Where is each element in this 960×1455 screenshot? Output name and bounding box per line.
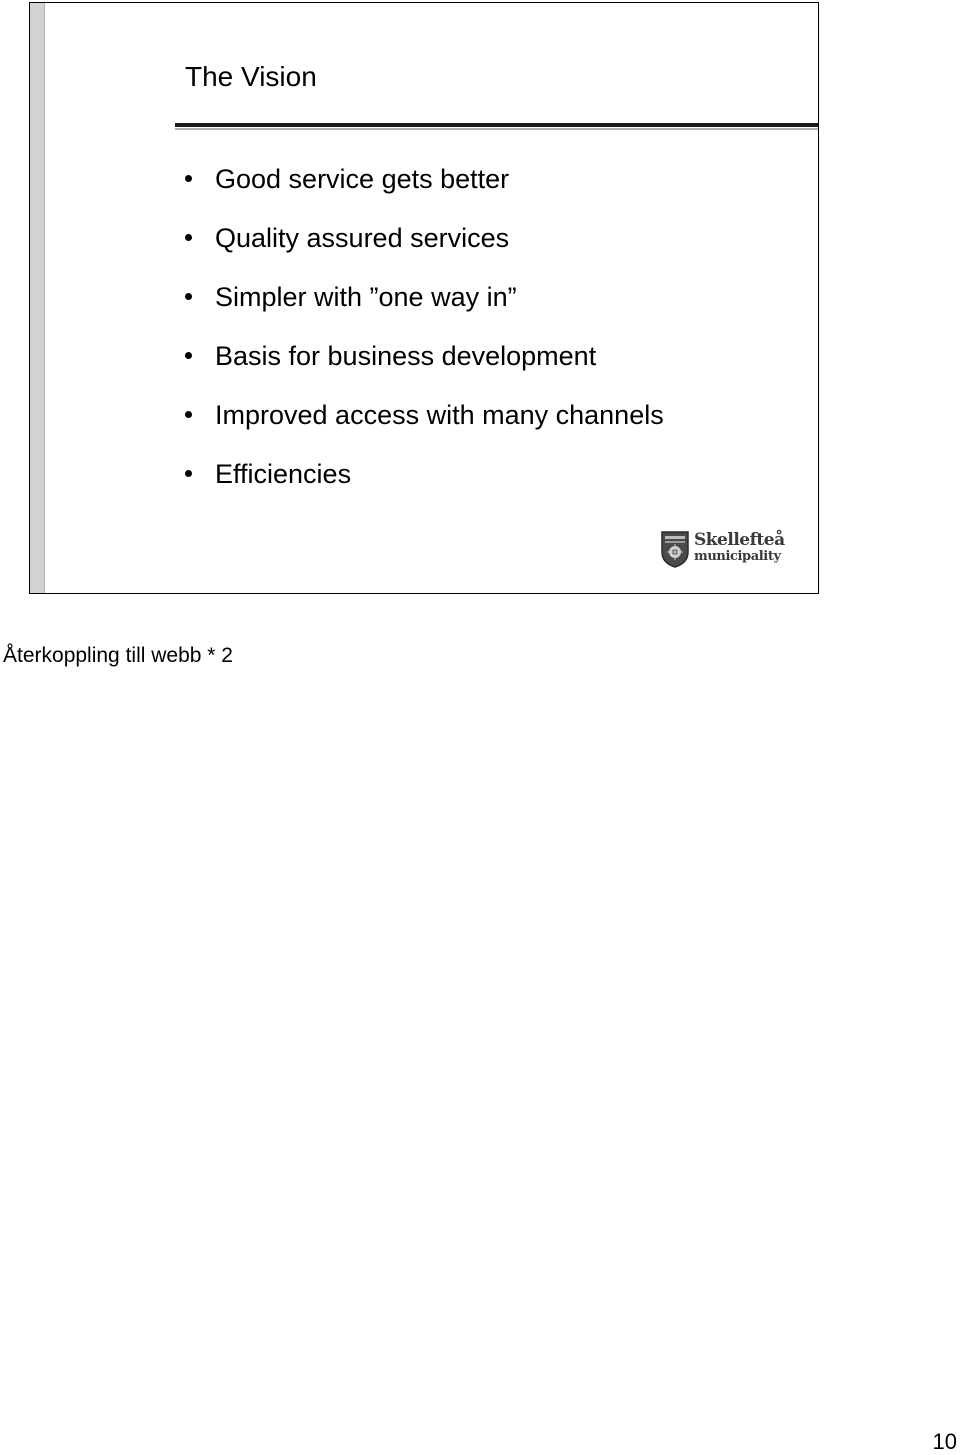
bullet-text: Basis for business development [215,341,597,371]
logo-wordmark-line1: Skellefteå [694,530,785,550]
slide-frame [29,2,819,594]
bullet-dot-icon [185,411,192,418]
municipality-logo [660,530,784,570]
title-underline-shadow [175,128,819,130]
logo-wordmark-line2: municipality [694,549,781,564]
bullet-dot-icon [185,175,192,182]
bullet-dot-icon [185,352,192,359]
bullet-dot-icon [185,234,192,241]
municipal-shield-icon [660,530,690,568]
bullet-text: Efficiencies [215,459,352,489]
bullet-text: Improved access with many channels [215,400,664,430]
speaker-notes: Återkoppling till webb * 2 [3,644,233,667]
bullet-text: Quality assured services [215,223,510,253]
bullet-dot-icon [185,470,192,477]
page-number: 10 [932,1429,957,1454]
bullet-text: Simpler with ”one way in” [215,282,517,312]
bullet-dot-icon [185,293,192,300]
bullet-text: Good service gets better [215,164,510,194]
slide-title: The Vision [185,61,317,92]
slide-left-band [30,3,45,593]
title-underline [175,123,819,127]
